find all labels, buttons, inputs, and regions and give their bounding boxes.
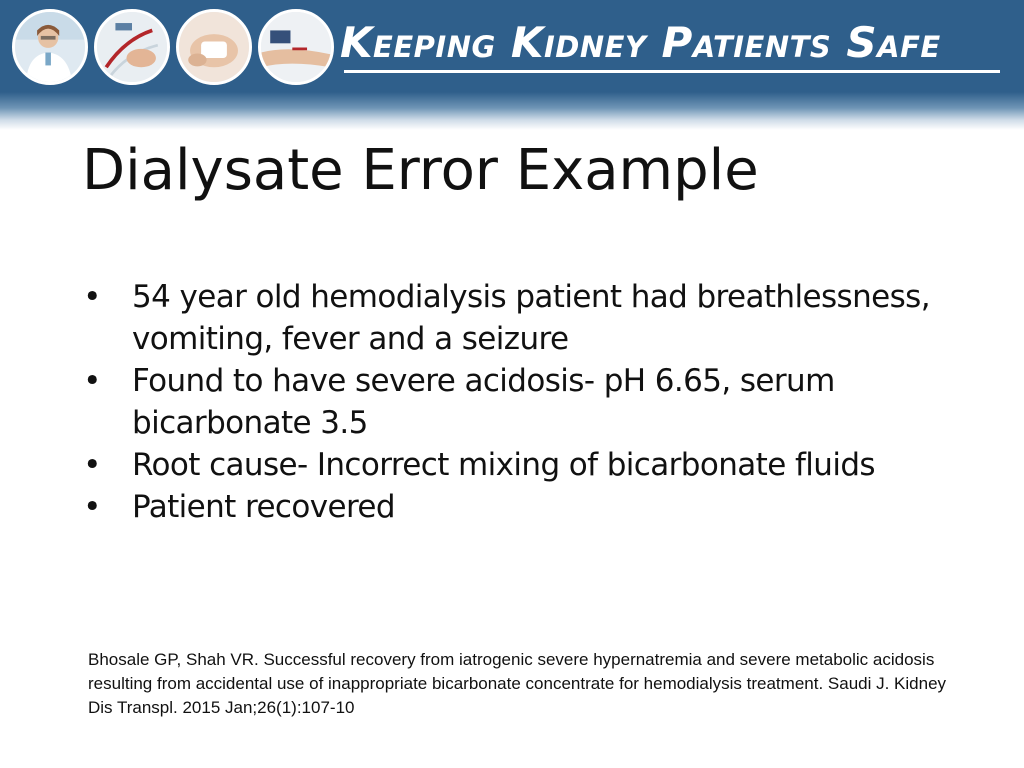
brand-title: Keeping Kidney Patients Safe (340, 18, 941, 67)
brand-underline (344, 70, 1000, 73)
bullet-dot: • (83, 447, 101, 483)
bullet-item (80, 276, 940, 360)
bullet-dot: • (83, 279, 101, 315)
bullet-text: Root cause- Incorrect mixing of bicarbonate fluids (132, 447, 875, 483)
bullet-dot: • (83, 363, 101, 399)
bullet-list (80, 276, 940, 528)
citation: Bhosale GP, Shah VR. Successful recovery from iatrogenic severe hypernatremia and severe metabolic acidosis resulting from accidental use of inappropriate bicarbonate concentrate for hemodialysis treatment. Saudi J. Kidney Dis Transpl. 2015 Jan;26(1):107-10 (88, 650, 947, 717)
bullet-item (80, 360, 940, 444)
doctor-icon (12, 9, 88, 85)
bullet-text: 54 year old hemodialysis patient had breathlessness, vomiting, fever and a seizure (132, 279, 930, 357)
dialysis-tubing-icon (94, 9, 170, 85)
arm-access-icon (258, 9, 334, 85)
hands-bandage-icon (176, 9, 252, 85)
bullet-text: Patient recovered (132, 489, 395, 525)
bullet-item (80, 444, 940, 486)
slide-title: Dialysate Error Example (82, 138, 759, 203)
bullet-text: Found to have severe acidosis- pH 6.65, serum bicarbonate 3.5 (132, 363, 835, 441)
bullet-item (80, 486, 940, 528)
header-banner (0, 0, 1024, 130)
bullet-dot: • (83, 489, 101, 525)
